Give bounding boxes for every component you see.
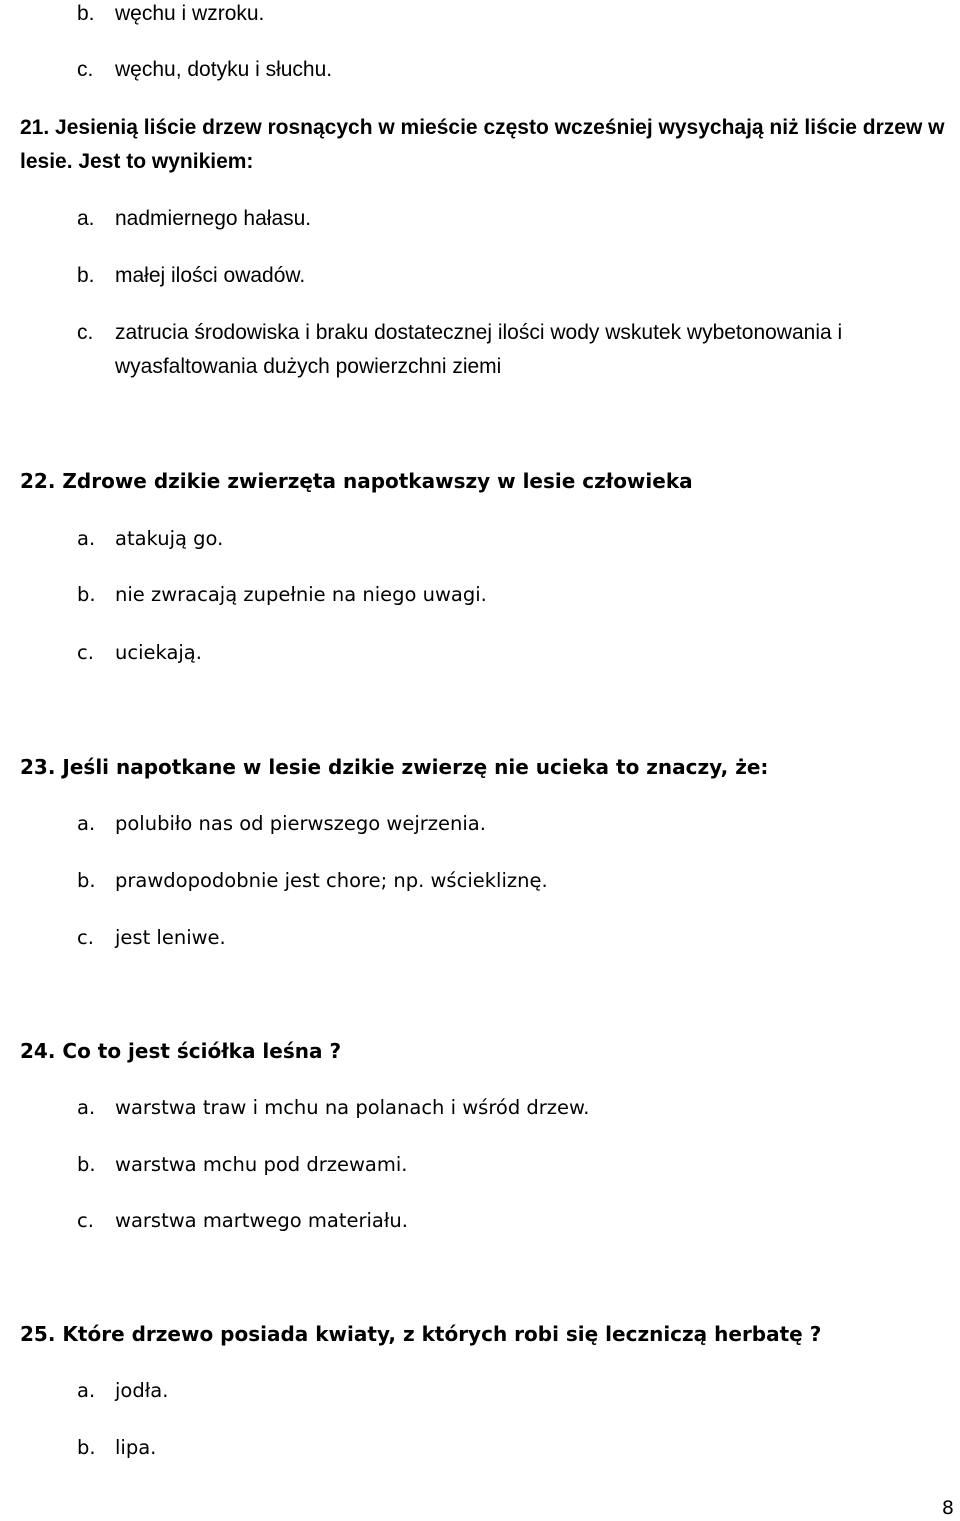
question-22-option-b [77,581,487,609]
question-24-option-a [77,1094,589,1122]
option-letter: b. [77,2,95,25]
question-text: Które drzewo posiada kwiaty, z których robi się leczniczą herbatę ? [62,1322,822,1346]
question-number: 23. [20,755,56,779]
option-text: nie zwracają zupełnie na niego uwagi. [115,583,487,606]
question-24 [20,1037,341,1065]
option-letter: a. [77,1096,96,1119]
option-letter: c. [77,321,94,344]
question-number: 24. [20,1039,56,1063]
option-letter: b. [77,869,96,892]
option-letter: b. [77,264,95,287]
question-number: 25. [20,1322,56,1346]
question-23-option-b [77,867,548,895]
question-text: Co to jest ściółka leśna ? [62,1039,342,1063]
option-letter: a. [77,527,96,550]
question-25 [20,1320,821,1348]
page-number: 8 [941,1497,954,1519]
option-letter: c. [77,641,94,664]
option-text: warstwa traw i mchu na polanach i wśród drzew. [115,1096,590,1119]
option-text: warstwa martwego materiału. [115,1209,408,1232]
option-text: jodła. [115,1379,169,1402]
option-text: uciekają. [115,641,202,664]
question-text: Jeśli napotkane w lesie dzikie zwierzę nie ucieka to znaczy, że: [62,755,769,779]
option-text: węchu i wzroku. [115,2,265,25]
question-21-option-a [77,205,311,233]
option-b-continued [77,0,264,28]
option-letter: a. [77,812,96,835]
option-letter: c. [77,926,94,949]
option-text: warstwa mchu pod drzewami. [115,1153,408,1176]
option-text: nadmiernego hałasu. [115,207,312,230]
question-21-line1 [20,114,944,142]
option-letter: b. [77,1436,96,1459]
question-number: 21. [20,116,50,139]
option-letter: c. [77,58,94,81]
question-25-option-a [77,1377,168,1405]
option-text: lipa. [115,1436,157,1459]
option-letter: b. [77,1153,96,1176]
option-text: zatrucia środowiska i braku dostatecznej ilości wody wskutek wybetonowania i [115,321,843,344]
option-text-continued: wyasfaltowania dużych powierzchni ziemi [115,355,502,378]
question-23-option-c [77,924,226,952]
question-text: Zdrowe dzikie zwierzęta napotkawszy w lesie człowieka [62,469,693,493]
question-22-option-a [77,525,223,553]
question-text-continued: lesie. Jest to wynikiem: [20,150,254,173]
option-letter: a. [77,1379,96,1402]
question-21-option-c [77,319,842,347]
question-25-option-b [77,1434,156,1462]
option-text: atakują go. [115,527,224,550]
option-c-continued [77,56,332,84]
question-21-option-b [77,262,305,290]
question-23-option-a [77,810,486,838]
question-24-option-b [77,1151,407,1179]
option-text: węchu, dotyku i słuchu. [115,58,333,81]
question-number: 22. [20,469,56,493]
question-21-line2 [20,148,253,176]
question-24-option-c [77,1207,408,1235]
option-letter: b. [77,583,96,606]
question-21-option-c-continued [115,353,501,381]
question-text: Jesienią liście drzew rosnących w mieście często wcześniej wysychają niż liście drzew w [55,116,945,139]
option-text: prawdopodobnie jest chore; np. wściekliznę. [115,869,548,892]
option-text: małej ilości owadów. [115,264,306,287]
option-letter: a. [77,207,95,230]
option-text: jest leniwe. [115,926,226,949]
question-22-option-c [77,639,202,667]
question-22 [20,467,693,495]
option-letter: c. [77,1209,94,1232]
option-text: polubiło nas od pierwszego wejrzenia. [115,812,486,835]
question-23 [20,753,768,781]
